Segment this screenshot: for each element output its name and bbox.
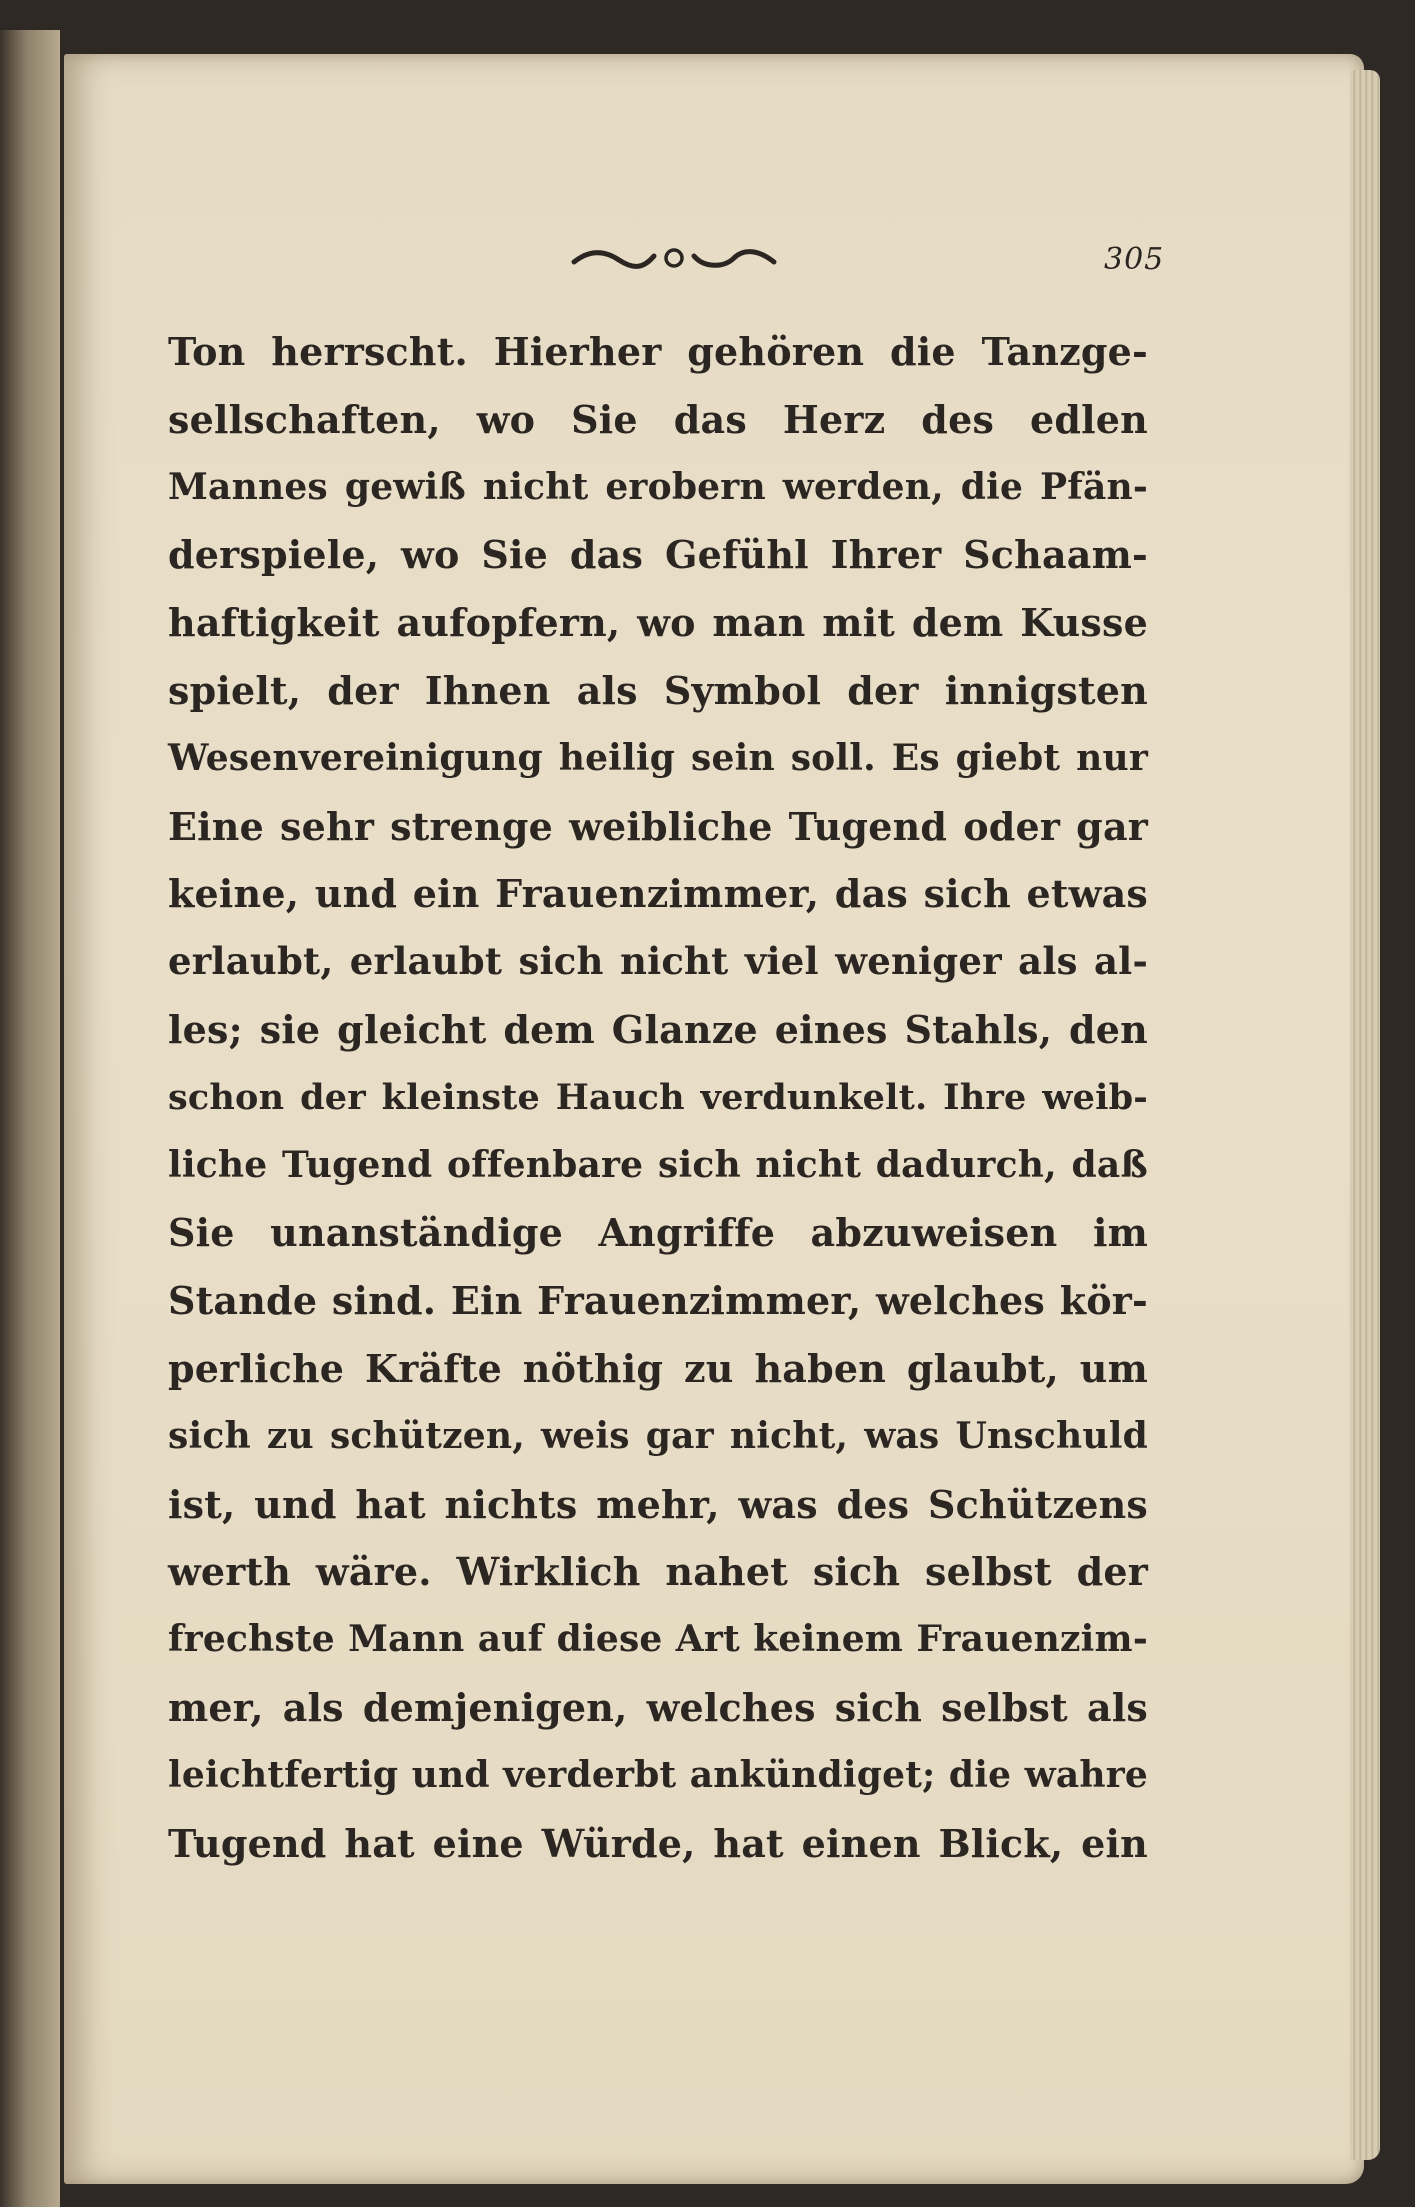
page-header [64,238,1364,288]
text-line: liche Tugend offenbare sich nicht dadurch, daß [168,1143,1148,1186]
ornament-icon [564,238,784,278]
body-text [168,318,1148,1877]
text-line: ist, und hat nichts mehr, was des Schützens [168,1481,1148,1527]
text-line: Stande sind. Ein Frauenzimmer, welches kör- [168,1278,1148,1324]
text-line: mer, als demjenigen, welches sich selbst als [168,1684,1148,1730]
text-line: frechste Mann auf diese Art keinem Frauenzim- [168,1618,1148,1661]
text-line: les; sie gleicht dem Glanze eines Stahls, den [168,1006,1148,1052]
text-line: werth wäre. Wirklich nahet sich selbst der [168,1549,1148,1595]
text-line: Mannes gewiß nicht erobern werden, die Pfän- [168,465,1148,508]
text-line: derspiele, wo Sie das Gefühl Ihrer Schaam- [168,532,1148,578]
left-page-edge [0,30,60,2207]
text-line: keine, und ein Frauenzimmer, das sich etwas [168,871,1148,917]
text-line: Sie unanständige Angriffe abzuweisen im [168,1210,1148,1256]
text-line: leichtfertig und verderbt ankündiget; die wahre [168,1753,1148,1796]
text-line: perliche Kräfte nöthig zu haben glaubt, um [168,1345,1148,1391]
text-line: sich zu schützen, weis gar nicht, was Unschuld [168,1414,1148,1457]
text-line: sellschaften, wo Sie das Herz des edlen [168,396,1148,442]
text-line: Tugend hat eine Würde, hat einen Blick, ein [168,1820,1148,1866]
text-line: erlaubt, erlaubt sich nicht viel weniger als al- [168,939,1148,984]
page-edges [1350,70,1380,2160]
text-line: Ton herrscht. Hierher gehören die Tanzge- [168,329,1148,374]
text-line: schon der kleinste Hauch verdunkelt. Ihre weib- [168,1076,1148,1118]
text-line: Eine sehr strenge weibliche Tugend oder gar [168,803,1148,849]
page-number: 305 [1104,242,1165,277]
text-line: Wesenvereinigung heilig sein soll. Es giebt nur [168,736,1148,779]
text-line: haftigkeit aufopfern, wo man mit dem Kusse [168,600,1148,646]
text-line: spielt, der Ihnen als Symbol der innigsten [168,667,1148,713]
